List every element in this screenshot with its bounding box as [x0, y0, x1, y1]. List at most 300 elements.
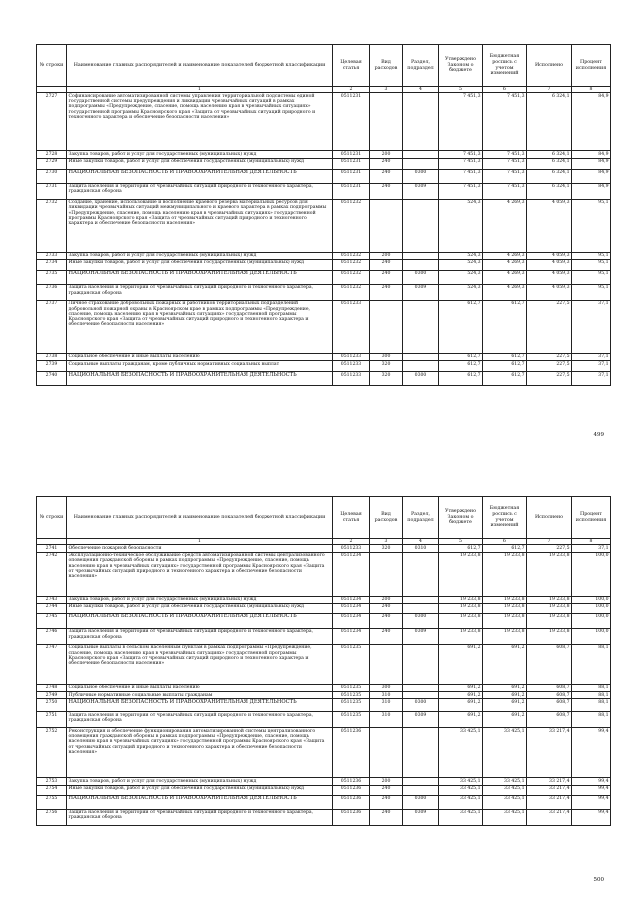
table-row [37, 712, 611, 728]
row-description: Иные закупки товаров, работ и услуг для обеспечения государственных (муниципальных) нужд [67, 259, 333, 270]
target-article: 0511236 [333, 809, 370, 825]
approved-amount: 691,2 [439, 644, 483, 684]
expense-type: 240 [370, 795, 403, 809]
approved-amount: 612,7 [439, 353, 483, 360]
row-description: Софинансирование автоматизированной системы управления территориальной подсистемы единой государственной системы предупреждения и ликвидации чрезвычайных ситуаций в рамках подпрограммы «Предупреждение, спасение, помощь населению края в чрезвычайных ситуациях» государственной программы Красноярского края «Защита от чрезвычайных ситуаций природного и техногенного характера и обеспечение безопасности населения» [67, 93, 333, 151]
row-number: 2745 [37, 613, 67, 628]
expense-type: 240 [370, 158, 403, 169]
row-number: 2728 [37, 151, 67, 158]
approved-amount: 33 425,1 [439, 728, 483, 778]
row-number: 2735 [37, 270, 67, 284]
executed-amount: 608,7 [527, 692, 572, 699]
row-description: Реконструкция и обеспечение функционирования автоматизированной системы централизованного оповещения гражданской обороны в рамках подпрограммы «Предупреждение, спасение, помощь населению края в чрезвычайных ситуациях» государственной программы Красноярского края «Защита от чрезвычайных ситуаций природного и техногенного характера и обеспечение безопасности населения» [67, 728, 333, 778]
budget-list-amount: 33 425,1 [483, 778, 527, 785]
row-number: 2746 [37, 628, 67, 644]
row-number: 2756 [37, 809, 67, 825]
row-number: 2751 [37, 712, 67, 728]
table-row [37, 183, 611, 199]
expense-type: 310 [370, 692, 403, 699]
table-row [37, 684, 611, 691]
row-number: 2753 [37, 778, 67, 785]
section-code: 0300 [403, 613, 439, 628]
executed-amount: 227,5 [527, 300, 572, 353]
row-description: Социальные выплаты гражданам, кроме публичных нормативных социальных выплат [67, 361, 333, 372]
expense-type: 320 [370, 372, 403, 386]
approved-amount: 19 233,8 [439, 552, 483, 596]
budget-list-header: Бюджетная роспись с учетом изменений [483, 45, 527, 87]
expense-type: 200 [370, 778, 403, 785]
execution-percent: 95,1 [572, 199, 611, 252]
row-description: НАЦИОНАЛЬНАЯ БЕЗОПАСНОСТЬ И ПРАВООХРАНИТЕЛЬНАЯ ДЕЯТЕЛЬНОСТЬ [67, 795, 333, 809]
section-code [403, 603, 439, 613]
executed-amount: 4 059,3 [527, 199, 572, 252]
row-description: Эксплуатационно-техническое обслуживание средств автоматизированной системы централизованного оповещения гражданской обороны в рамках подпрограммы «Предупреждение, спасение, помощь населению края в чрезвычайных ситуациях» государственной программы Красноярского края «Защита от чрезвычайных ситуаций природного и техногенного характера и обеспечение безопасности населения» [67, 552, 333, 596]
section-code [403, 644, 439, 684]
approved-amount: 524,3 [439, 284, 483, 300]
target-article: 0511232 [333, 270, 370, 284]
section-code: 0309 [403, 628, 439, 644]
execution-percent: 84,9 [572, 151, 611, 158]
target-article-header: Целевая статья [333, 497, 370, 539]
expense-type: 240 [370, 785, 403, 795]
section-code [403, 552, 439, 596]
expense-type: 200 [370, 596, 403, 603]
expense-type: 320 [370, 545, 403, 552]
table-row [37, 270, 611, 284]
budget-list-amount: 4 269,3 [483, 252, 527, 259]
executed-amount: 6 324,1 [527, 183, 572, 199]
approved-amount: 691,2 [439, 684, 483, 691]
column-number: 4 [403, 87, 439, 93]
budget-list-amount: 612,7 [483, 372, 527, 386]
row-description: Закупка товаров, работ и услуг для государственных (муниципальных) нужд [67, 151, 333, 158]
executed-amount: 227,5 [527, 361, 572, 372]
section-code [403, 361, 439, 372]
approved-amount: 33 425,1 [439, 778, 483, 785]
executed-amount: 227,5 [527, 372, 572, 386]
table-row [37, 795, 611, 809]
executed-amount: 19 233,8 [527, 628, 572, 644]
row-number: 2743 [37, 596, 67, 603]
column-number: 6 [483, 539, 527, 545]
section-header: Раздел, подраздел [403, 45, 439, 87]
row-description: Социальное обеспечение и иные выплаты населению [67, 684, 333, 691]
percent-header: Процент исполнения [572, 45, 611, 87]
approved-amount: 19 233,8 [439, 613, 483, 628]
executed-amount: 4 059,3 [527, 252, 572, 259]
table-row [37, 728, 611, 778]
execution-percent: 99,4 [572, 809, 611, 825]
execution-percent: 88,1 [572, 692, 611, 699]
name-header: Наименование главных распорядителей и наименование показателей бюджетной классификации [67, 497, 333, 539]
budget-list-amount: 7 451,3 [483, 183, 527, 199]
table-row [37, 545, 611, 552]
approved-amount: 612,7 [439, 361, 483, 372]
section-code: 0309 [403, 284, 439, 300]
executed-amount: 6 324,1 [527, 169, 572, 183]
section-code [403, 692, 439, 699]
approved-amount: 612,7 [439, 545, 483, 552]
executed-amount: 6 324,1 [527, 93, 572, 151]
expense-type: 240 [370, 613, 403, 628]
target-article: 0511233 [333, 353, 370, 360]
row-number: 2754 [37, 785, 67, 795]
expense-type [370, 552, 403, 596]
section-code: 0300 [403, 270, 439, 284]
target-article: 0511232 [333, 252, 370, 259]
table-row [37, 169, 611, 183]
approved-amount: 524,3 [439, 259, 483, 270]
budget-list-amount: 4 269,3 [483, 270, 527, 284]
row-number: 2744 [37, 603, 67, 613]
row-description: Защита населения и территории от чрезвычайных ситуаций природного и техногенного характера, гражданская оборона [67, 712, 333, 728]
table-row [37, 158, 611, 169]
expense-type [370, 644, 403, 684]
table-row [37, 692, 611, 699]
expense-type: 300 [370, 684, 403, 691]
section-code: 0309 [403, 809, 439, 825]
section-code: 0300 [403, 699, 439, 712]
row-description: НАЦИОНАЛЬНАЯ БЕЗОПАСНОСТЬ И ПРАВООХРАНИТЕЛЬНАЯ ДЕЯТЕЛЬНОСТЬ [67, 372, 333, 386]
executed-amount: 608,7 [527, 684, 572, 691]
section-code: 0300 [403, 169, 439, 183]
executed-amount: 19 233,8 [527, 613, 572, 628]
section-code [403, 684, 439, 691]
execution-percent: 100,0 [572, 603, 611, 613]
row-number: 2749 [37, 692, 67, 699]
table-row [37, 284, 611, 300]
row-number: 2734 [37, 259, 67, 270]
row-number: 2755 [37, 795, 67, 809]
table-row [37, 628, 611, 644]
budget-list-amount: 691,2 [483, 699, 527, 712]
approved-amount: 524,3 [439, 252, 483, 259]
section-code [403, 300, 439, 353]
target-article: 0511233 [333, 545, 370, 552]
budget-list-header: Бюджетная роспись с учетом изменений [483, 497, 527, 539]
execution-percent: 37,1 [572, 361, 611, 372]
executed-amount: 33 217,4 [527, 809, 572, 825]
table-row [37, 151, 611, 158]
approved-amount: 7 451,3 [439, 151, 483, 158]
expense-type: 240 [370, 169, 403, 183]
executed-amount: 4 059,3 [527, 270, 572, 284]
column-number: 3 [370, 539, 403, 545]
row-description: Закупка товаров, работ и услуг для государственных (муниципальных) нужд [67, 252, 333, 259]
expense-type: 240 [370, 183, 403, 199]
table-header-row [37, 497, 611, 539]
executed-amount: 4 059,3 [527, 284, 572, 300]
table-row [37, 361, 611, 372]
execution-percent: 88,1 [572, 699, 611, 712]
table-row [37, 785, 611, 795]
expense-type: 310 [370, 699, 403, 712]
approved-amount: 612,7 [439, 372, 483, 386]
budget-list-amount: 691,2 [483, 692, 527, 699]
target-article: 0511231 [333, 169, 370, 183]
table-row [37, 259, 611, 270]
budget-list-amount: 7 451,3 [483, 151, 527, 158]
budget-list-amount: 7 451,3 [483, 158, 527, 169]
execution-percent: 37,1 [572, 300, 611, 353]
page-number: 500 [593, 877, 604, 883]
target-article: 0511235 [333, 692, 370, 699]
table-row [37, 603, 611, 613]
budget-list-amount: 7 451,3 [483, 169, 527, 183]
execution-percent: 99,4 [572, 795, 611, 809]
target-article: 0511236 [333, 728, 370, 778]
expense-type: 200 [370, 151, 403, 158]
expense-type: 310 [370, 712, 403, 728]
table-body [37, 545, 611, 825]
table-body [37, 93, 611, 386]
target-article: 0511234 [333, 596, 370, 603]
row-number-header: № строки [37, 497, 67, 539]
row-number: 2729 [37, 158, 67, 169]
expense-type [370, 93, 403, 151]
budget-list-amount: 7 451,3 [483, 93, 527, 151]
executed-amount: 33 217,4 [527, 778, 572, 785]
section-code: 0309 [403, 183, 439, 199]
target-article: 0511235 [333, 644, 370, 684]
expense-type: 240 [370, 603, 403, 613]
table-row [37, 93, 611, 151]
row-description: Закупка товаров, работ и услуг для государственных (муниципальных) нужд [67, 778, 333, 785]
execution-percent: 84,9 [572, 169, 611, 183]
row-description: Защита населения и территории от чрезвычайных ситуаций природного и техногенного характера, гражданская оборона [67, 628, 333, 644]
table-header-row [37, 45, 611, 87]
budget-list-amount: 19 233,8 [483, 603, 527, 613]
executed-amount: 227,5 [527, 545, 572, 552]
row-description: Иные закупки товаров, работ и услуг для обеспечения государственных (муниципальных) нужд [67, 158, 333, 169]
approved-header: Утверждено Законом о бюджете [439, 45, 483, 87]
approved-amount: 691,2 [439, 699, 483, 712]
executed-amount: 19 233,8 [527, 596, 572, 603]
name-header: Наименование главных распорядителей и наименование показателей бюджетной классификации [67, 45, 333, 87]
section-code [403, 199, 439, 252]
execution-percent: 37,1 [572, 372, 611, 386]
target-article-header: Целевая статья [333, 45, 370, 87]
column-number: 3 [370, 87, 403, 93]
expense-type: 240 [370, 259, 403, 270]
section-header: Раздел, подраздел [403, 497, 439, 539]
executed-amount: 19 233,8 [527, 552, 572, 596]
target-article: 0511234 [333, 603, 370, 613]
table-row [37, 613, 611, 628]
target-article: 0511236 [333, 778, 370, 785]
target-article: 0511233 [333, 361, 370, 372]
row-number: 2741 [37, 545, 67, 552]
budget-list-amount: 19 233,8 [483, 628, 527, 644]
execution-percent: 95,1 [572, 270, 611, 284]
budget-list-amount: 691,2 [483, 644, 527, 684]
expense-type [370, 300, 403, 353]
executed-amount: 33 217,4 [527, 728, 572, 778]
budget-table [36, 44, 611, 386]
table-row [37, 778, 611, 785]
approved-amount: 7 451,3 [439, 158, 483, 169]
expense-type: 320 [370, 361, 403, 372]
expense-type: 200 [370, 252, 403, 259]
section-code [403, 785, 439, 795]
target-article: 0511234 [333, 628, 370, 644]
expense-type: 300 [370, 353, 403, 360]
section-code [403, 252, 439, 259]
table-row [37, 252, 611, 259]
target-article: 0511235 [333, 712, 370, 728]
expense-type-header: Вид расходов [370, 497, 403, 539]
column-number: 2 [333, 539, 370, 545]
column-number: 6 [483, 87, 527, 93]
target-article: 0511234 [333, 613, 370, 628]
execution-percent: 84,9 [572, 93, 611, 151]
row-description: Иные закупки товаров, работ и услуг для обеспечения государственных (муниципальных) нужд [67, 603, 333, 613]
executed-amount: 608,7 [527, 699, 572, 712]
section-code [403, 728, 439, 778]
target-article: 0511235 [333, 684, 370, 691]
row-number: 2730 [37, 169, 67, 183]
row-number: 2727 [37, 93, 67, 151]
budget-list-amount: 691,2 [483, 684, 527, 691]
column-number: 5 [439, 539, 483, 545]
approved-amount: 19 233,8 [439, 596, 483, 603]
section-code [403, 596, 439, 603]
budget-list-amount: 4 269,3 [483, 284, 527, 300]
row-description: НАЦИОНАЛЬНАЯ БЕЗОПАСНОСТЬ И ПРАВООХРАНИТЕЛЬНАЯ ДЕЯТЕЛЬНОСТЬ [67, 270, 333, 284]
target-article: 0511235 [333, 699, 370, 712]
percent-header: Процент исполнения [572, 497, 611, 539]
row-number: 2740 [37, 372, 67, 386]
budget-list-amount: 33 425,1 [483, 795, 527, 809]
budget-list-amount: 19 233,8 [483, 613, 527, 628]
approved-amount: 7 451,3 [439, 169, 483, 183]
column-number: 2 [333, 87, 370, 93]
row-number: 2750 [37, 699, 67, 712]
budget-list-amount: 4 269,3 [483, 199, 527, 252]
row-description: Создание, хранение, использование и восполнение краевого резерва материальных ресурсов для ликвидации чрезвычайных ситуаций межмуниципального и краевого характера в рамках подпрограммы «Предупреждение, спасение, помощь населению края в чрезвычайных ситуациях» государственной программы Красноярского края «Защита от чрезвычайных ситуаций природного и техногенного характера и обеспечение безопасности населения» [67, 199, 333, 252]
budget-list-amount: 33 425,1 [483, 785, 527, 795]
row-description: Закупка товаров, работ и услуг для государственных (муниципальных) нужд [67, 596, 333, 603]
execution-percent: 88,1 [572, 712, 611, 728]
row-description: Защита населения и территории от чрезвычайных ситуаций природного и техногенного характера, гражданская оборона [67, 284, 333, 300]
execution-percent: 37,1 [572, 353, 611, 360]
execution-percent: 99,4 [572, 728, 611, 778]
row-description: НАЦИОНАЛЬНАЯ БЕЗОПАСНОСТЬ И ПРАВООХРАНИТЕЛЬНАЯ ДЕЯТЕЛЬНОСТЬ [67, 169, 333, 183]
execution-percent: 100,0 [572, 552, 611, 596]
budget-list-amount: 612,7 [483, 361, 527, 372]
row-description: НАЦИОНАЛЬНАЯ БЕЗОПАСНОСТЬ И ПРАВООХРАНИТЕЛЬНАЯ ДЕЯТЕЛЬНОСТЬ [67, 699, 333, 712]
budget-list-amount: 4 269,3 [483, 259, 527, 270]
table-row [37, 353, 611, 360]
row-number: 2742 [37, 552, 67, 596]
executed-amount: 33 217,4 [527, 785, 572, 795]
execution-percent: 37,1 [572, 545, 611, 552]
row-number: 2738 [37, 353, 67, 360]
budget-list-amount: 612,7 [483, 545, 527, 552]
expense-type [370, 728, 403, 778]
executed-amount: 33 217,4 [527, 795, 572, 809]
approved-amount: 691,2 [439, 712, 483, 728]
section-code: 0309 [403, 712, 439, 728]
target-article: 0511236 [333, 795, 370, 809]
executed-amount: 608,7 [527, 644, 572, 684]
budget-list-amount: 33 425,1 [483, 809, 527, 825]
execution-percent: 84,9 [572, 158, 611, 169]
expense-type [370, 199, 403, 252]
column-number: 7 [527, 87, 572, 93]
section-code [403, 778, 439, 785]
document-page-500 [0, 452, 640, 905]
section-code [403, 259, 439, 270]
expense-type: 240 [370, 284, 403, 300]
table-row [37, 372, 611, 386]
table-row [37, 644, 611, 684]
table-row [37, 699, 611, 712]
section-code [403, 353, 439, 360]
row-number: 2736 [37, 284, 67, 300]
row-number-header: № строки [37, 45, 67, 87]
approved-amount: 7 451,3 [439, 183, 483, 199]
page-number: 499 [593, 432, 604, 438]
approved-amount: 524,3 [439, 199, 483, 252]
row-description: Социальные выплаты в сельском населенным пунктам в рамках подпрограммы «Предупреждение, спасение, помощь населению края в чрезвычайных ситуациях» государственной программы Красноярского края «Защита от чрезвычайных ситуаций природного и техногенного характера и обеспечение безопасности населения» [67, 644, 333, 684]
budget-list-amount: 691,2 [483, 712, 527, 728]
execution-percent: 95,1 [572, 284, 611, 300]
column-number: 8 [572, 539, 611, 545]
executed-amount: 4 059,3 [527, 259, 572, 270]
table-row [37, 199, 611, 252]
row-description: НАЦИОНАЛЬНАЯ БЕЗОПАСНОСТЬ И ПРАВООХРАНИТЕЛЬНАЯ ДЕЯТЕЛЬНОСТЬ [67, 613, 333, 628]
execution-percent: 95,1 [572, 252, 611, 259]
approved-amount: 691,2 [439, 692, 483, 699]
row-description: Социальное обеспечение и иные выплаты населению [67, 353, 333, 360]
approved-amount: 612,7 [439, 300, 483, 353]
row-number: 2747 [37, 644, 67, 684]
executed-amount: 6 324,1 [527, 151, 572, 158]
approved-amount: 33 425,1 [439, 795, 483, 809]
expense-type: 240 [370, 270, 403, 284]
column-number: 5 [439, 87, 483, 93]
budget-list-amount: 19 233,8 [483, 596, 527, 603]
executed-amount: 19 233,8 [527, 603, 572, 613]
execution-percent: 88,1 [572, 684, 611, 691]
target-article: 0511232 [333, 284, 370, 300]
section-code: 0310 [403, 545, 439, 552]
row-description: Личное страхование добровольных пожарных и работников территориальных подразделений добровольной пожарной охраны в Красноярском крае в рамках подпрограммы «Предупреждение, спасение, помощь населению края в чрезвычайных ситуациях» государственной программы Красноярского края «Защита от чрезвычайных ситуаций природного и техногенного характера и обеспечение безопасности населения» [67, 300, 333, 353]
budget-list-amount: 19 233,8 [483, 552, 527, 596]
row-number: 2733 [37, 252, 67, 259]
target-article: 0511231 [333, 158, 370, 169]
row-number: 2739 [37, 361, 67, 372]
approved-amount: 19 233,8 [439, 603, 483, 613]
approved-amount: 7 451,3 [439, 93, 483, 151]
target-article: 0511231 [333, 151, 370, 158]
column-number: 4 [403, 539, 439, 545]
column-number: 7 [527, 539, 572, 545]
row-description: Публичные нормативные социальные выплаты гражданам [67, 692, 333, 699]
row-description: Защита населения и территории от чрезвычайных ситуаций природного и техногенного характера, гражданская оборона [67, 809, 333, 825]
target-article: 0511236 [333, 785, 370, 795]
target-article: 0511231 [333, 183, 370, 199]
executed-amount: 227,5 [527, 353, 572, 360]
target-article: 0511232 [333, 259, 370, 270]
table-row [37, 552, 611, 596]
execution-percent: 100,0 [572, 596, 611, 603]
target-article: 0511232 [333, 199, 370, 252]
approved-amount: 524,3 [439, 270, 483, 284]
expense-type: 240 [370, 628, 403, 644]
row-number: 2748 [37, 684, 67, 691]
